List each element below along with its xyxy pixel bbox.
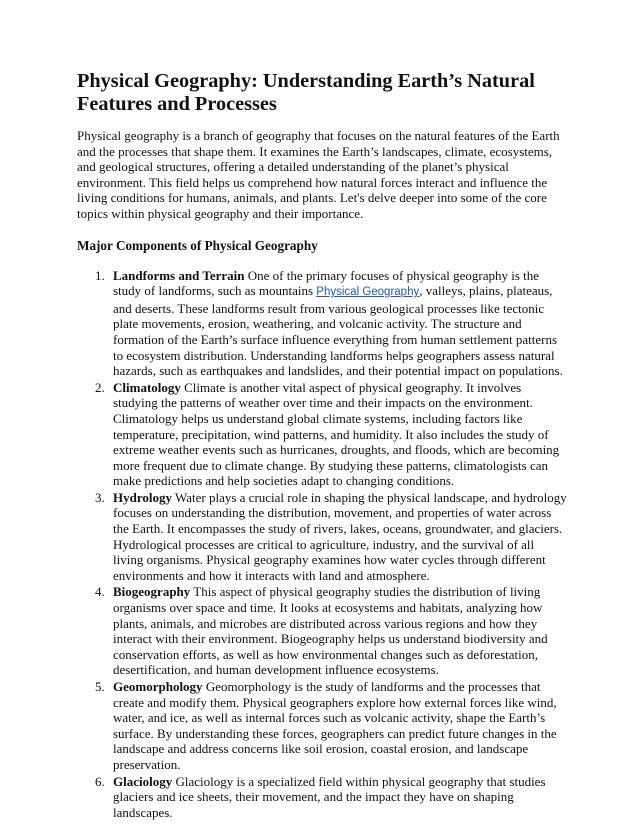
list-item-number: 2. bbox=[95, 379, 105, 395]
list-item-term: Glaciology bbox=[113, 773, 173, 789]
list-item-term: Geomorphology bbox=[113, 679, 203, 694]
list-item-text-continued: , valleys, plains, plateaus, and deserts. These landforms result from various geological processes like tectonic plate movements, erosion, weathering, and volcanic activity. The structure and formation of the Earth’s surface influence everything from human settlement patterns to ecosystem distribution. Understanding landforms helps geographers assess natural hazards, such as earthquakes and landslides, and their potential impact on populations. bbox=[113, 283, 563, 379]
list-item bbox=[95, 267, 567, 379]
list-item-text: One of the primary focuses of physical geography is the study of landforms, such as mountains bbox=[113, 267, 540, 299]
page-title: Physical Geography: Understanding Earth’s Natural Features and Processes bbox=[77, 70, 535, 115]
list-item-text: Geomorphology is the study of landforms and the processes that create and modify them. Physical geographers explore how external forces like wind, water, and ice, as well as internal forces such as volcanic activity, shape the Earth’s surface. By understanding these forces, geographers can predict future changes in the landscape and address concerns like soil erosion, coastal erosion, and landscape preservation. bbox=[113, 679, 557, 772]
list-item bbox=[95, 584, 567, 678]
list-item-term: Landforms and Terrain bbox=[113, 267, 245, 283]
list-item-term: Biogeography bbox=[113, 584, 191, 600]
physical-geography-link[interactable]: Physical Geography bbox=[316, 286, 420, 299]
list-item-number: 4. bbox=[95, 584, 105, 600]
list-item bbox=[95, 773, 567, 821]
list-item-number: 1. bbox=[95, 267, 105, 283]
list-item-number: 3. bbox=[95, 489, 105, 505]
list-item bbox=[95, 379, 567, 489]
list-item-number: 5. bbox=[95, 679, 105, 694]
list-item-text: Glaciology is a specialized field within physical geography that studies glaciers and ice sheets, their movement, and the impact they have on shaping landscapes. bbox=[113, 773, 546, 820]
list-item-number: 6. bbox=[95, 773, 105, 789]
list-item bbox=[95, 489, 567, 584]
list-item-term: Climatology bbox=[113, 379, 181, 395]
list-item-text: Water plays a crucial role in shaping the physical landscape, and hydrology focuses on understanding the distribution, movement, and properties of water across the Earth. It encompasses the study of rivers, lakes, oceans, groundwater, and glaciers. Hydrological processes are critical to agriculture, industry, and the survival of all living organisms. Physical geography examines how water cycles through different environments and how it interacts with land and atmosphere. bbox=[113, 489, 567, 583]
components-list bbox=[77, 268, 567, 821]
list-item bbox=[95, 679, 567, 773]
list-item-term: Hydrology bbox=[113, 489, 172, 505]
list-item-text: This aspect of physical geography studies the distribution of living organisms over space and time. It looks at ecosystems and habitats, analyzing how plants, animals, and microbes are distributed across various regions and how they interact with their environment. Biogeography helps us understand biodiversity and conservation efforts, as well as how environmental changes such as deforestation, desertification, and human development influence ecosystems. bbox=[113, 584, 548, 678]
document-page bbox=[77, 70, 567, 821]
intro-paragraph: Physical geography is a branch of geography that focuses on the natural features of the Earth and the processes that shape them. It examines the Earth’s landscapes, climate, ecosystems, and geological structures, offering a detailed understanding of the planet’s physical environment. This field helps us comprehend how natural forces interact and influence the living conditions for humans, animals, and plants. Let's delve deeper into some of the core topics within physical geography and their importance. bbox=[77, 128, 560, 221]
list-item-text: Climate is another vital aspect of physical geography. It involves studying the patterns of weather over time and their impacts on the environment. Climatology helps us understand global climate systems, including factors like temperature, precipitation, wind patterns, and humidity. It also includes the study of extreme weather events such as hurricanes, droughts, and floods, which are becoming more frequent due to climate change. By studying these patterns, climatologists can make predictions and help societies adapt to changing conditions. bbox=[113, 379, 560, 489]
section-heading: Major Components of Physical Geography bbox=[77, 237, 318, 253]
